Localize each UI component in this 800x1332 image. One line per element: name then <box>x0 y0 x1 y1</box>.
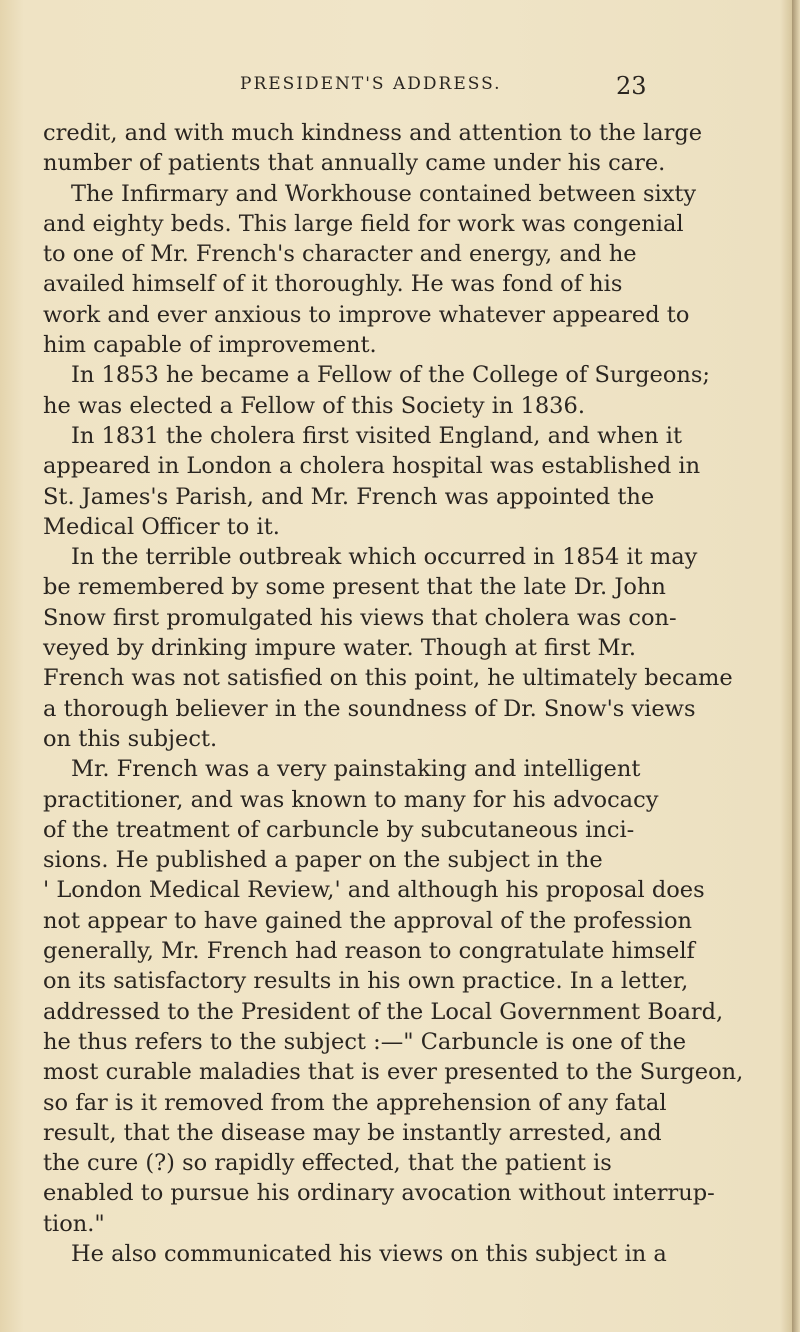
text-line: generally, Mr. French had reason to congratulate himself <box>43 938 695 965</box>
text-line: addressed to the President of the Local Government Board, <box>43 998 724 1025</box>
text-line: ' London Medical Review,' and although his proposal does <box>43 877 705 904</box>
text-line: to one of Mr. French's character and energy, and he <box>43 241 637 268</box>
text-line: be remembered by some present that the late Dr. John <box>43 574 666 601</box>
page-edge <box>792 0 800 1332</box>
text-line: In 1831 the cholera first visited England, and when it <box>71 422 683 449</box>
text-line: Snow first promulgated his views that cholera was con- <box>43 604 677 631</box>
page-number: 23 <box>616 72 647 100</box>
body-text <box>43 118 783 1269</box>
text-line: St. James's Parish, and Mr. French was appointed the <box>43 483 655 510</box>
text-line: credit, and with much kindness and attention to the large <box>43 120 703 146</box>
text-line: on its satisfactory results in his own practice. In a letter, <box>43 968 689 995</box>
text-line: most curable maladies that is ever presented to the Surgeon, <box>43 1059 744 1086</box>
text-line: He also communicated his views on this subject in a <box>71 1240 667 1267</box>
text-line: sions. He published a paper on the subject in the <box>43 847 603 874</box>
text-line: appeared in London a cholera hospital was established in <box>43 453 701 480</box>
text-line: the cure (?) so rapidly effected, that the patient is <box>43 1150 612 1177</box>
text-line: so far is it removed from the apprehension of any fatal <box>43 1089 667 1116</box>
text-line: enabled to pursue his ordinary avocation without interrup- <box>43 1180 715 1207</box>
text-line: The Infirmary and Workhouse contained between sixty <box>71 180 697 207</box>
text-line: In the terrible outbreak which occurred in 1854 it may <box>71 544 698 571</box>
text-line: result, that the disease may be instantly arrested, and <box>43 1119 662 1146</box>
text-line: him capable of improvement. <box>43 332 377 359</box>
text-line: Mr. French was a very painstaking and intelligent <box>71 756 641 783</box>
text-line: not appear to have gained the approval of the profession <box>43 907 692 934</box>
text-line: French was not satisfied on this point, he ultimately became <box>43 665 733 692</box>
text-line: Medical Officer to it. <box>43 513 280 540</box>
text-line: number of patients that annually came under his care. <box>43 150 666 177</box>
text-line: availed himself of it thoroughly. He was fond of his <box>43 271 623 298</box>
running-head: PRESIDENT'S ADDRESS. <box>240 74 502 94</box>
text-line: on this subject. <box>43 725 218 752</box>
text-line: In 1853 he became a Fellow of the College of Surgeons; <box>71 362 710 389</box>
text-line: work and ever anxious to improve whatever appeared to <box>43 301 690 328</box>
text-line: tion." <box>43 1210 105 1237</box>
text-line: he was elected a Fellow of this Society in 1836. <box>43 392 585 419</box>
text-line: he thus refers to the subject :—" Carbuncle is one of the <box>43 1028 687 1055</box>
text-line: practitioner, and was known to many for his advocacy <box>43 786 659 813</box>
text-line: and eighty beds. This large field for work was congenial <box>43 210 684 237</box>
text-line: of the treatment of carbuncle by subcutaneous inci- <box>43 816 635 843</box>
text-line: a thorough believer in the soundness of Dr. Snow's views <box>43 695 696 722</box>
page-header <box>0 72 800 102</box>
text-line: veyed by drinking impure water. Though at first Mr. <box>43 635 637 662</box>
